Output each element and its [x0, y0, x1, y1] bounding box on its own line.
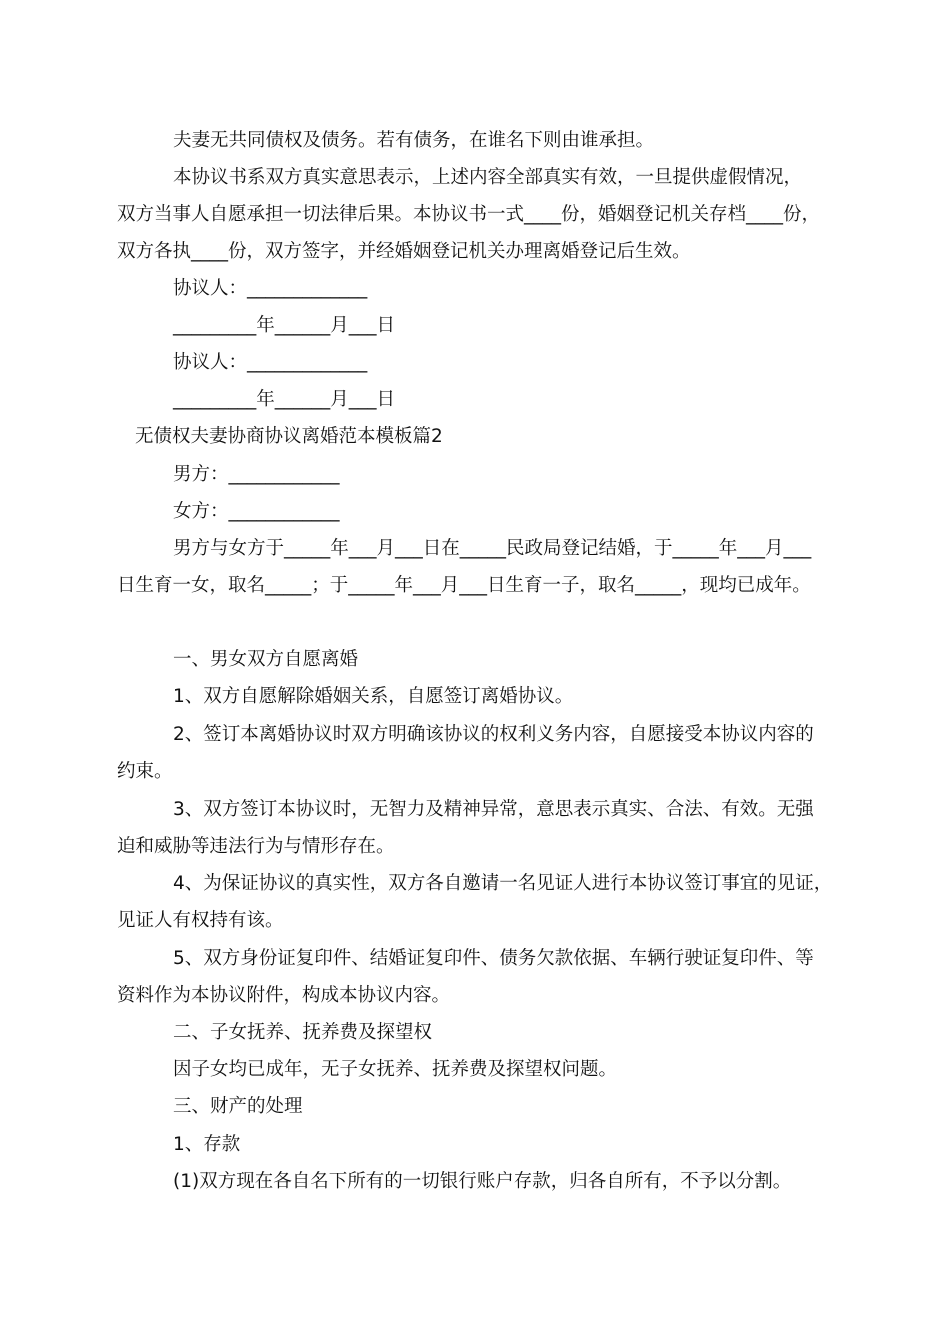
paragraph-line: 男方与女方于_____年___月___日在_____民政局登记结婚，于_____年___月___	[173, 538, 812, 559]
paragraph-line: (1)双方现在各自名下所有的一切银行账户存款，归各自所有，不予以分割。	[173, 1171, 792, 1192]
party-line: 男方：____________	[173, 464, 340, 485]
paragraph-line: 双方各执____份，双方签字，并经婚姻登记机关办理离婚登记后生效。	[117, 241, 691, 262]
paragraph-line: 1、双方自愿解除婚姻关系，自愿签订离婚协议。	[173, 686, 574, 707]
heading: 二、子女抚养、抚养费及探望权	[173, 1022, 433, 1043]
paragraph-line: 迫和威胁等违法行为与情形存在。	[117, 836, 395, 857]
paragraph-line: 日生育一女，取名_____；于_____年___月___日生育一子，取名_____，现均已成年。	[117, 575, 811, 596]
paragraph-line: 本协议书系双方真实意思表示，上述内容全部真实有效，一旦提供虚假情况，	[173, 167, 803, 188]
subheading: 1、存款	[173, 1134, 241, 1155]
section-title: 无债权夫妻协商协议离婚范本模板篇2	[135, 426, 443, 447]
party-line: 女方：____________	[173, 501, 340, 522]
paragraph-line: 资料作为本协议附件，构成本协议内容。	[117, 985, 451, 1006]
paragraph-line: 5、双方身份证复印件、结婚证复印件、债务欠款依据、车辆行驶证复印件、等	[173, 948, 814, 969]
paragraph-line: 见证人有权持有该。	[117, 910, 284, 931]
heading: 三、财产的处理	[173, 1096, 303, 1117]
paragraph-line: 2、签订本离婚协议时双方明确该协议的权利义务内容，自愿接受本协议内容的	[173, 724, 814, 745]
date-line: _________年______月___日	[173, 315, 396, 336]
date-line: _________年______月___日	[173, 389, 396, 410]
paragraph-line: 3、双方签订本协议时，无智力及精神异常，意思表示真实、合法、有效。无强	[173, 799, 814, 820]
paragraph-line: 双方当事人自愿承担一切法律后果。本协议书一式____份，婚姻登记机关存档____份，	[117, 204, 821, 225]
paragraph-line: 约束。	[117, 761, 173, 782]
heading: 一、男女双方自愿离婚	[173, 649, 359, 670]
paragraph-line: 夫妻无共同债权及债务。若有债务，在谁名下则由谁承担。	[173, 130, 655, 151]
signatory-line: 协议人：_____________	[173, 278, 368, 299]
paragraph-line: 因子女均已成年，无子女抚养、抚养费及探望权问题。	[173, 1059, 618, 1080]
paragraph-line: 4、为保证协议的真实性，双方各自邀请一名见证人进行本协议签订事宜的见证，	[173, 873, 833, 894]
signatory-line: 协议人：_____________	[173, 352, 368, 373]
